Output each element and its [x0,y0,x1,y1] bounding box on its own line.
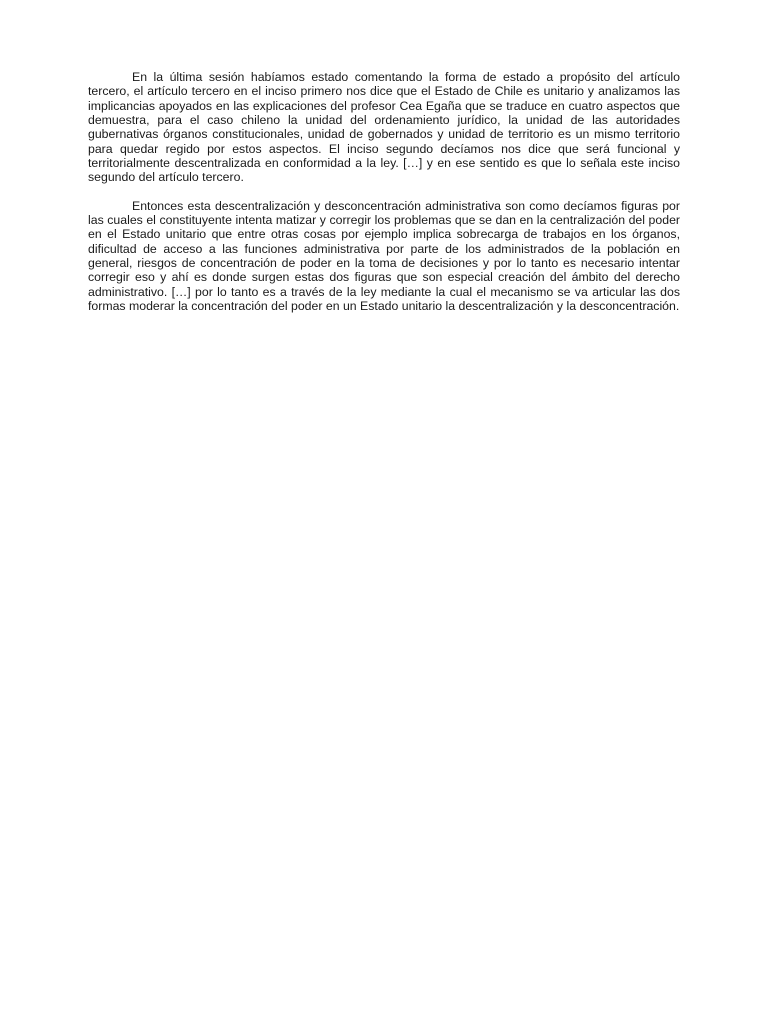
paragraph-1: En la última sesión habíamos estado comentando la forma de estado a propósito del artículo tercero, el artículo tercero en el inciso primero nos dice que el Estado de Chile es unitario y analizamos las implicancias apoyados en las explicaciones del profesor Cea Egaña que se traduce en cuatro aspectos que demuestra, para el caso chileno la unidad del ordenamiento jurídico, la unidad de las autoridades gubernativas órganos constitucionales, unidad de gobernados y unidad de territorio es un mismo territorio para quedar regido por estos aspectos. El inciso segundo decíamos nos dice que será funcional y territorialmente descentralizada en conformidad a la ley. […] y en ese sentido es que lo señala este inciso segundo del artículo tercero. [88,70,680,185]
document-page [88,70,680,328]
paragraph-2: Entonces esta descentralización y desconcentración administrativa son como decíamos figuras por las cuales el constituyente intenta matizar y corregir los problemas que se dan en la centralización del poder en el Estado unitario que entre otras cosas por ejemplo implica sobrecarga de trabajos en los órganos, dificultad de acceso a las funciones administrativa por parte de los administrados de la población en general, riesgos de concentración de poder en la toma de decisiones y por lo tanto es necesario intentar corregir eso y ahí es donde surgen estas dos figuras que son especial creación del ámbito del derecho administrativo. […] por lo tanto es a través de la ley mediante la cual el mecanismo se va articular las dos formas moderar la concentración del poder en un Estado unitario la descentralización y la desconcentración. [88,198,680,314]
